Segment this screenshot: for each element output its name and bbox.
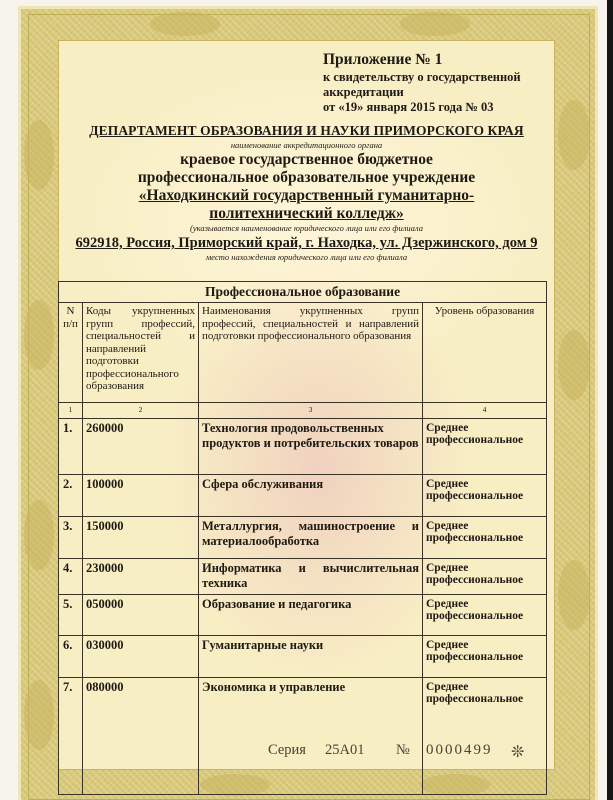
asterisk-mark-icon: ❊ <box>511 744 525 761</box>
table-title: Профессиональное образование <box>59 282 547 303</box>
column-index: 2 <box>83 403 199 419</box>
organization-line: политехнический колледж» <box>209 205 404 222</box>
row-code: 050000 <box>83 595 199 636</box>
frame-ornament <box>24 500 54 570</box>
row-level: Среднее профессиональное <box>423 636 547 678</box>
table-index-row <box>59 403 547 419</box>
number-sign: № <box>396 742 410 758</box>
row-level: Среднее профессиональное <box>423 559 547 595</box>
organization-line: «Находкинский государственный гуманитарно- <box>138 187 475 204</box>
column-header: Коды укрупненных групп профессий, специальностей и направлений подготовки профессионального образования <box>83 303 199 403</box>
appendix-line: к свидетельству о государственной <box>323 70 521 84</box>
appendix-date: от «19» января 2015 года № 03 <box>323 100 494 114</box>
column-index: 4 <box>423 403 547 419</box>
appendix-line: аккредитации <box>323 85 404 99</box>
authority-name: ДЕПАРТАМЕНТ ОБРАЗОВАНИЯ И НАУКИ ПРИМОРСКОГО КРАЯ <box>89 123 524 138</box>
row-number: 6. <box>59 636 83 678</box>
row-name: Экономика и управление <box>199 678 423 795</box>
row-level: Среднее профессиональное <box>423 419 547 475</box>
table-row <box>59 517 547 559</box>
row-name: Технология продовольственных продуктов и потребительских товаров <box>199 419 423 475</box>
row-level: Среднее профессиональное <box>423 595 547 636</box>
series-label: Серия <box>268 742 306 758</box>
organization-caption: (указывается наименование юридического лица или его филиала <box>189 223 423 233</box>
frame-ornament <box>24 680 54 750</box>
table-row <box>59 595 547 636</box>
table-row <box>59 678 547 795</box>
organization-line: краевое государственное бюджетное <box>180 151 433 168</box>
address: 692918, Россия, Приморский край, г. Находка, ул. Дзержинского, дом 9 <box>75 235 538 251</box>
organization-name <box>58 151 555 223</box>
table-row <box>59 636 547 678</box>
frame-ornament <box>150 12 220 36</box>
row-code: 100000 <box>83 475 199 517</box>
row-number: 5. <box>59 595 83 636</box>
row-name: Гуманитарные науки <box>199 636 423 678</box>
table-row <box>59 419 547 475</box>
series-value: 25А01 <box>325 742 365 758</box>
row-code: 030000 <box>83 636 199 678</box>
organization-line: профессиональное образовательное учреждение <box>137 169 476 186</box>
frame-ornament <box>24 120 54 190</box>
row-number: 1. <box>59 419 83 475</box>
row-level: Среднее профессиональное <box>423 517 547 559</box>
row-name: Сфера обслуживания <box>199 475 423 517</box>
row-level: Среднее профессиональное <box>423 678 547 795</box>
column-header: Наименования укрупненных групп профессий, специальностей и направлений подготовки профессионального образования <box>199 303 423 403</box>
appendix-title: Приложение № 1 <box>323 51 443 68</box>
row-number: 3. <box>59 517 83 559</box>
column-index: 3 <box>199 403 423 419</box>
address-caption: место нахождения юридического лица или его филиала <box>205 252 408 262</box>
appendix-block <box>323 50 521 115</box>
row-code: 230000 <box>83 559 199 595</box>
row-code: 150000 <box>83 517 199 559</box>
row-number: 7. <box>59 678 83 795</box>
row-code: 080000 <box>83 678 199 795</box>
column-header: N п/п <box>59 303 83 403</box>
column-header: Уровень образования <box>423 303 547 403</box>
frame-ornament <box>558 100 590 170</box>
row-code: 260000 <box>83 419 199 475</box>
row-level: Среднее профессиональное <box>423 475 547 517</box>
row-number: 4. <box>59 559 83 595</box>
table-row <box>59 475 547 517</box>
column-index: 1 <box>59 403 83 419</box>
row-name: Информатика и вычислительная техника <box>199 559 423 595</box>
frame-ornament <box>558 560 590 630</box>
frame-ornament <box>24 300 54 370</box>
frame-ornament <box>558 330 590 400</box>
row-name: Металлургия, машиностроение и материалообработка <box>199 517 423 559</box>
authority-caption: наименование аккредитационного органа <box>230 140 383 150</box>
scan-edge <box>607 0 613 800</box>
row-number: 2. <box>59 475 83 517</box>
table-header-row <box>59 303 547 403</box>
frame-ornament <box>400 12 470 36</box>
education-table <box>58 281 547 795</box>
table-row <box>59 559 547 595</box>
row-name: Образование и педагогика <box>199 595 423 636</box>
form-number: 0000499 <box>426 742 493 758</box>
